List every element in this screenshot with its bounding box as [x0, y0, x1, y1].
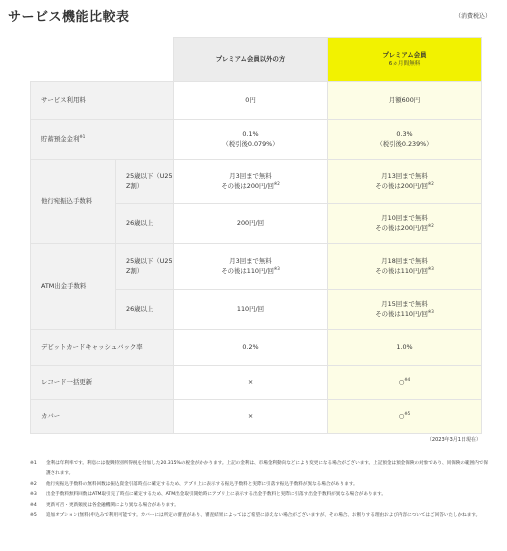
cell-atm-26-premium: [328, 290, 482, 330]
sub-label-26-plus: 26歳以上: [116, 290, 174, 330]
deposit-rate-other-after-tax: （税引後0.079%）: [222, 139, 279, 148]
row-label-deposit-rate: [31, 120, 174, 160]
table-row: [31, 400, 482, 434]
as-of-date: （2023年3月1日現在）: [426, 437, 481, 443]
footnote-mark: ※3: [427, 308, 434, 314]
row-label-record-update: レコード一括更新: [31, 366, 174, 400]
cell-deposit-rate-other: [174, 120, 328, 160]
header-blank: [31, 38, 174, 82]
footnote-item: [30, 480, 490, 490]
transfer-u25-other-line2: その後は200円/回: [221, 181, 274, 190]
footnote-item: [30, 511, 490, 521]
footnote-mark: ※3: [273, 265, 280, 271]
record-premium-mark: ○: [398, 377, 405, 386]
atm-u25-other-line2: その後は110円/回: [221, 266, 274, 275]
footnote-text: 出金手数料無料回数はATM取引完了時点に確定するため、ATM出金取引開始時にアプリ上に表示する出金手数料と実際に引落す出金手数料が異なる場合があります。: [46, 492, 386, 498]
cell-debit-premium: 1.0%: [328, 330, 482, 366]
footnote-mark: ※1: [79, 133, 86, 139]
cell-transfer-u25-other: [174, 160, 328, 204]
transfer-u25-premium-line2: その後は200円/回: [375, 181, 428, 190]
comparison-table: [30, 37, 482, 434]
deposit-rate-premium-value: 0.3%: [396, 130, 413, 139]
cell-service-fee-premium: 月額600円: [328, 82, 482, 120]
atm-u25-other-line1: 月3回まで無料: [229, 257, 272, 266]
atm-u25-premium-line2: その後は110円/回: [375, 266, 428, 275]
cell-transfer-u25-premium: [328, 160, 482, 204]
cell-atm-u25-other: [174, 244, 328, 290]
footnote-mark: ※1: [30, 461, 37, 466]
atm-u25-premium-line1: 月18回まで無料: [381, 257, 428, 266]
footnote-mark: ※2: [427, 180, 434, 186]
cell-atm-26-other: 110円/回: [174, 290, 328, 330]
atm-26-premium-line1: 月15回まで無料: [381, 300, 428, 309]
deposit-rate-label: 貯蓄預金金利: [41, 134, 80, 143]
row-label-service-fee: サービス利用料: [31, 82, 174, 120]
footnote-item: [30, 501, 490, 511]
footnote-mark: ※5: [30, 513, 37, 519]
header-non-premium: プレミアム会員以外の方: [174, 38, 328, 82]
sub-label-u25: 25歳以下（U25 Z割）: [116, 160, 174, 204]
table-row: [31, 244, 482, 290]
footnote-text: 金利は年利率です。利息には復興特別所得税を付加した20.315%の税金がかかります。上記の金利は、市場金利動向などにより変更になる場合がございます。上記預金は預金保険の対象であり、同保険の範囲内で保護されます。: [46, 461, 488, 477]
cell-record-premium: [328, 366, 482, 400]
transfer-u25-premium-line1: 月13回まで無料: [381, 172, 428, 181]
footnotes: [30, 459, 490, 521]
row-label-cover: カバー: [31, 400, 174, 434]
page-title: サービス機能比較表: [8, 10, 130, 25]
footnote-mark: ※3: [30, 492, 37, 498]
table-row: [31, 366, 482, 400]
cell-debit-other: 0.2%: [174, 330, 328, 366]
header-premium-sub: 6ヵ月間無料: [388, 61, 421, 68]
table-header-row: [31, 38, 482, 82]
row-label-transfer-fee: 他行宛振込手数料: [31, 160, 116, 244]
footnote-text: 更新可否・更新頻度は各金融機関により異なる場合があります。: [46, 502, 179, 508]
transfer-u25-other-line1: 月3回まで無料: [229, 172, 272, 181]
footnote-mark: ※4: [404, 376, 411, 382]
footnote-mark: ※2: [30, 481, 37, 487]
footnote-text: 他行宛振込手数料の無料回数は振込資金引落時点に確定するため、アプリ上に表示する振込手数料と実際に引落す振込手数料が異なる場合があります。: [46, 481, 358, 487]
table-row: [31, 160, 482, 204]
footnote-mark: ※3: [427, 265, 434, 271]
sub-label-u25: 25歳以下（U25 Z割）: [116, 244, 174, 290]
cell-transfer-26-other: 200円/回: [174, 204, 328, 244]
header-premium: [328, 38, 482, 82]
cell-deposit-rate-premium: [328, 120, 482, 160]
header-premium-label: プレミアム会員: [382, 50, 427, 59]
cell-record-other: ×: [174, 366, 328, 400]
cell-atm-u25-premium: [328, 244, 482, 290]
footnote-mark: ※4: [30, 502, 37, 508]
footnote-text: 追加オプション(無料)申込みで利用可能です。カバーには所定の審査があり、審査結果によってはご希望に添えない場合がございますが、その場合、お断りする理由および内容についてはご回答いたしかねます。: [46, 513, 481, 519]
row-label-debit-cashback: デビットカードキャッシュバック率: [31, 330, 174, 366]
sub-label-26-plus: 26歳以上: [116, 204, 174, 244]
cell-transfer-26-premium: [328, 204, 482, 244]
tax-note: （消費税込）: [454, 13, 491, 20]
footnote-mark: ※2: [427, 222, 434, 228]
table-row: [31, 120, 482, 160]
cover-premium-mark: ○: [398, 411, 405, 420]
footnote-item: [30, 490, 490, 500]
atm-26-premium-line2: その後は110円/回: [375, 309, 428, 318]
footnote-mark: ※5: [404, 410, 411, 416]
transfer-26-premium-line2: その後は200円/回: [375, 223, 428, 232]
deposit-rate-premium-after-tax: （税引後0.239%）: [376, 139, 433, 148]
transfer-26-premium-line1: 月10回まで無料: [381, 214, 428, 223]
cell-service-fee-other: 0円: [174, 82, 328, 120]
cell-cover-premium: [328, 400, 482, 434]
footnote-mark: ※2: [273, 180, 280, 186]
table-row: [31, 82, 482, 120]
cell-cover-other: ×: [174, 400, 328, 434]
footnote-item: [30, 459, 490, 480]
table-row: [31, 330, 482, 366]
row-label-atm-fee: ATM出金手数料: [31, 244, 116, 330]
deposit-rate-other-value: 0.1%: [242, 130, 259, 139]
